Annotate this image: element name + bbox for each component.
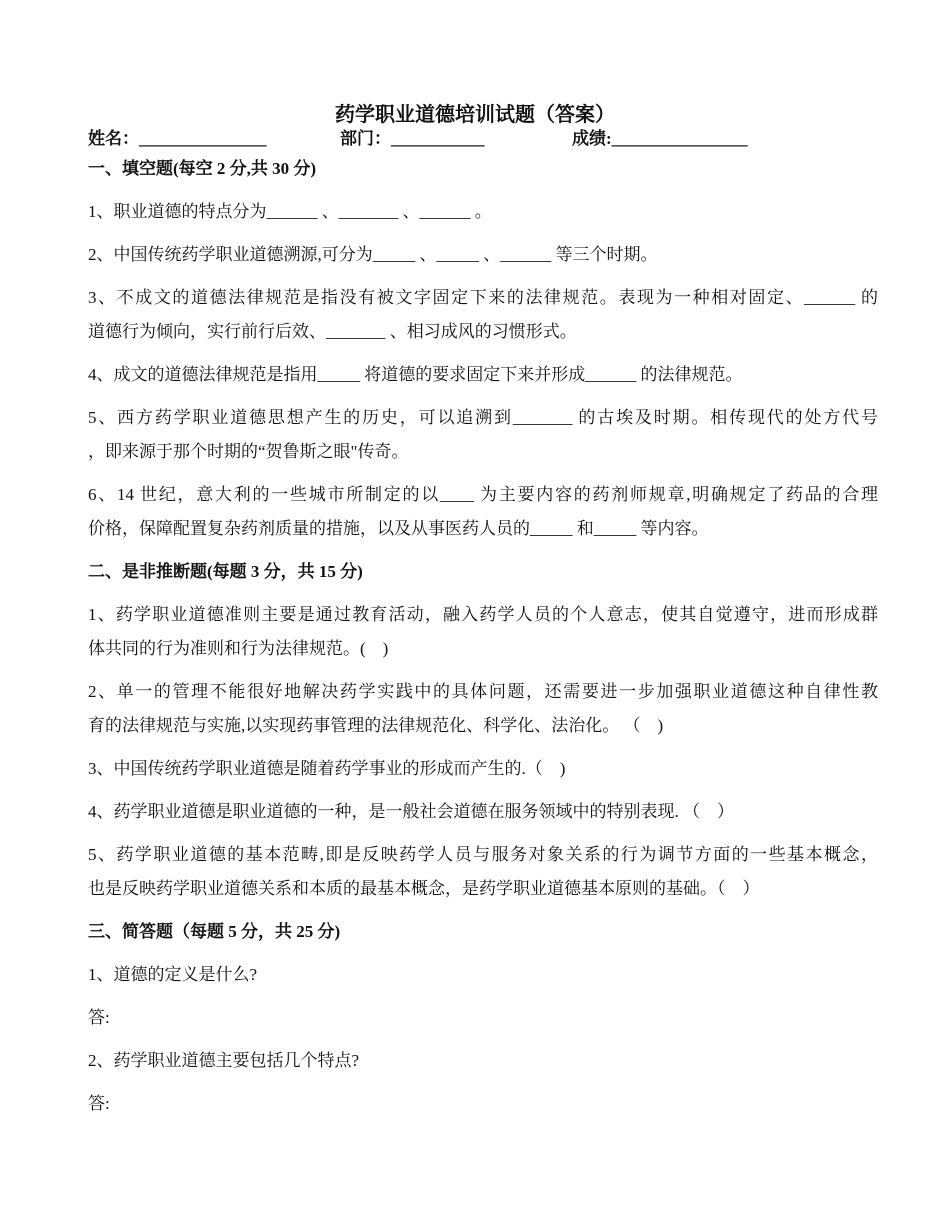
section1-question-3-line2: 道德行为倾向，实行前行后效、_______ 、相习成风的习惯形式。: [88, 322, 577, 341]
section2-question-5-line1: 5、药学职业道德的基本范畴,即是反映药学人员与服务对象关系的行为调节方面的一些基本概念，: [88, 845, 878, 864]
section2-question-5: [88, 838, 878, 906]
section1-heading: 一、填空题(每空 2 分,共 30 分): [88, 159, 317, 178]
section1-question-1: 1、职业道德的特点分为______ 、_______ 、______ 。: [88, 202, 492, 221]
section2-question-5-line2: 也是反映药学职业道德关系和本质的最基本概念，是药学职业道德基本原则的基础。（ ）: [88, 879, 760, 898]
section1-question-5-line1: 5、西方药学职业道德思想产生的历史，可以追溯到_______ 的古埃及时期。相传现代的处方代号: [88, 408, 878, 427]
section1-question-3: [88, 281, 878, 349]
section1-question-6-line1: 6、14 世纪，意大利的一些城市所制定的以____ 为主要内容的药剂师规章,明确规定了药品的合理: [88, 485, 878, 504]
section1-question-5-line2: ，即来源于那个时期的“贺鲁斯之眼"传奇。: [88, 442, 409, 461]
section2-heading: 二、是非推断题(每题 3 分，共 15 分): [88, 562, 363, 581]
section3-answer-2: 答:: [88, 1094, 110, 1113]
section1-question-5: [88, 401, 878, 469]
section1-question-6: [88, 478, 878, 546]
section2-question-3: 3、中国传统药学职业道德是随着药学事业的形成而产生的.（ ): [88, 759, 566, 778]
section1-question-3-line1: 3、不成文的道德法律规范是指没有被文字固定下来的法律规范。表现为一种相对固定、______ 的: [88, 288, 878, 307]
name-field: 姓名：_______________: [88, 129, 267, 148]
section1-question-6-line2: 价格，保障配置复杂药剂质量的措施，以及从事医药人员的_____ 和_____ 等内容。: [88, 519, 709, 538]
section2-question-1-line2: 体共同的行为准则和行为法律规范。( ): [88, 639, 389, 658]
page-title: 药学职业道德培训试题（答案）: [335, 104, 615, 126]
score-field: 成绩:________________: [572, 129, 748, 148]
section2-question-2-line2: 育的法律规范与实施,以实现药事管理的法律规范化、科学化、法治化。 （ ): [88, 716, 664, 735]
section2-question-1: [88, 598, 878, 666]
section3-heading: 三、简答题（每题 5 分，共 25 分): [88, 922, 341, 941]
section3-question-1: 1、道德的定义是什么?: [88, 965, 258, 984]
department-field: 部门：___________: [340, 129, 485, 148]
section1-question-2: 2、中国传统药学职业道德溯源,可分为_____ 、_____ 、______ 等三个时期。: [88, 245, 658, 264]
section3-question-2: 2、药学职业道德主要包括几个特点?: [88, 1051, 360, 1070]
section2-question-2: [88, 675, 878, 743]
section2-question-4: 4、药学职业道德是职业道德的一种，是一般社会道德在服务领域中的特别表现. （ ）: [88, 802, 734, 821]
section1-question-4: 4、成文的道德法律规范是指用_____ 将道德的要求固定下来并形成______ 的法律规范。: [88, 365, 743, 384]
section2-question-2-line1: 2、单一的管理不能很好地解决药学实践中的具体问题，还需要进一步加强职业道德这种自律性教: [88, 682, 878, 701]
section3-answer-1: 答:: [88, 1008, 110, 1027]
section2-question-1-line1: 1、药学职业道德准则主要是通过教育活动，融入药学人员的个人意志，使其自觉遵守，进而形成群: [88, 605, 878, 624]
